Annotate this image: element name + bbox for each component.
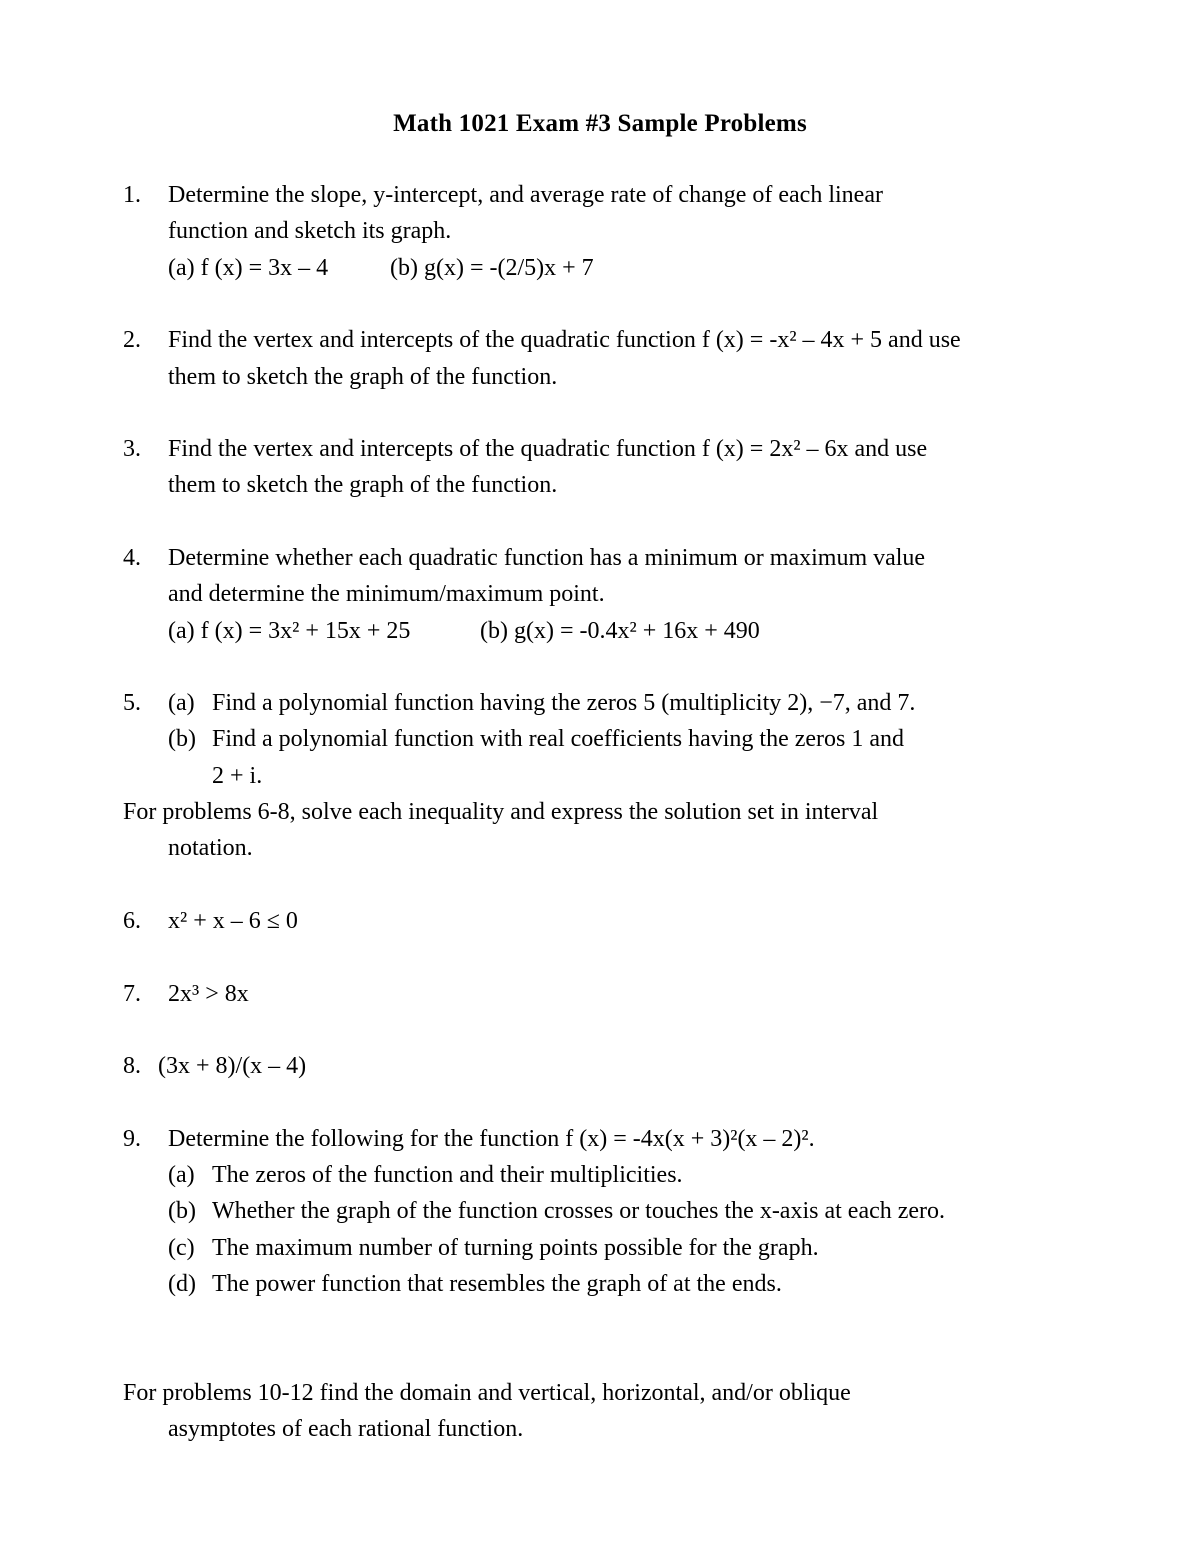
problem-text: Find the vertex and intercepts of the quadratic function f (x) = 2x² – 6x and use	[168, 436, 928, 462]
problem-number: 9.	[123, 1126, 141, 1152]
problem-1-part-a: (a) f (x) = 3x – 4	[168, 255, 329, 281]
part-label: (b)	[168, 1198, 196, 1224]
problem-1-part-b: (b) g(x) = -(2/5)x + 7	[390, 255, 594, 281]
inequality: x² + x – 6 ≤ 0	[168, 908, 298, 934]
problem-number: 2.	[123, 327, 141, 353]
problem-4-part-a: (a) f (x) = 3x² + 15x + 25	[168, 618, 411, 644]
problem-number: 3.	[123, 436, 141, 462]
part-label: (c)	[168, 1235, 195, 1261]
problem-number: 6.	[123, 908, 141, 934]
part-label: (d)	[168, 1271, 196, 1297]
problem-text: Find the vertex and intercepts of the quadratic function f (x) = -x² – 4x + 5 and use	[168, 327, 961, 353]
problem-number: 7.	[123, 981, 141, 1007]
instruction-text: For problems 10-12 find the domain and vertical, horizontal, and/or oblique	[123, 1380, 851, 1406]
instruction-text: asymptotes of each rational function.	[168, 1416, 524, 1442]
part-label: (a)	[168, 690, 195, 716]
instruction-text: For problems 6-8, solve each inequality and express the solution set in interval	[123, 799, 879, 825]
problem-text: function and sketch its graph.	[168, 218, 452, 244]
part-text: The maximum number of turning points possible for the graph.	[212, 1235, 819, 1261]
part-text: Find a polynomial function with real coefficients having the zeros 1 and	[212, 726, 905, 752]
part-text: Find a polynomial function having the zeros 5 (multiplicity 2), −7, and 7.	[212, 690, 916, 716]
problem-number: 5.	[123, 690, 141, 716]
inequality: (3x + 8)/(x – 4)	[158, 1053, 307, 1079]
instruction-text: notation.	[168, 835, 253, 861]
inequality: 2x³ > 8x	[168, 981, 249, 1007]
problem-text: them to sketch the graph of the function.	[168, 364, 558, 390]
part-text: The zeros of the function and their multiplicities.	[212, 1162, 683, 1188]
problem-4-part-b: (b) g(x) = -0.4x² + 16x + 490	[480, 618, 760, 644]
problem-text: Determine the slope, y-intercept, and average rate of change of each linear	[168, 182, 883, 208]
problem-text: them to sketch the graph of the function.	[168, 472, 558, 498]
problem-text: Determine whether each quadratic function has a minimum or maximum value	[168, 545, 926, 571]
problem-text: and determine the minimum/maximum point.	[168, 581, 605, 607]
problem-number: 8.	[123, 1053, 141, 1079]
part-text: Whether the graph of the function crosses or touches the x-axis at each zero.	[212, 1198, 946, 1224]
problem-number: 4.	[123, 545, 141, 571]
page-title: Math 1021 Exam #3 Sample Problems	[393, 110, 807, 137]
part-text: The power function that resembles the graph of at the ends.	[212, 1271, 782, 1297]
part-label: (a)	[168, 1162, 195, 1188]
problem-text: Determine the following for the function f (x) = -4x(x + 3)²(x – 2)².	[168, 1126, 815, 1152]
problem-number: 1.	[123, 182, 141, 208]
part-label: (b)	[168, 726, 196, 752]
part-text: 2 + i.	[212, 763, 263, 789]
